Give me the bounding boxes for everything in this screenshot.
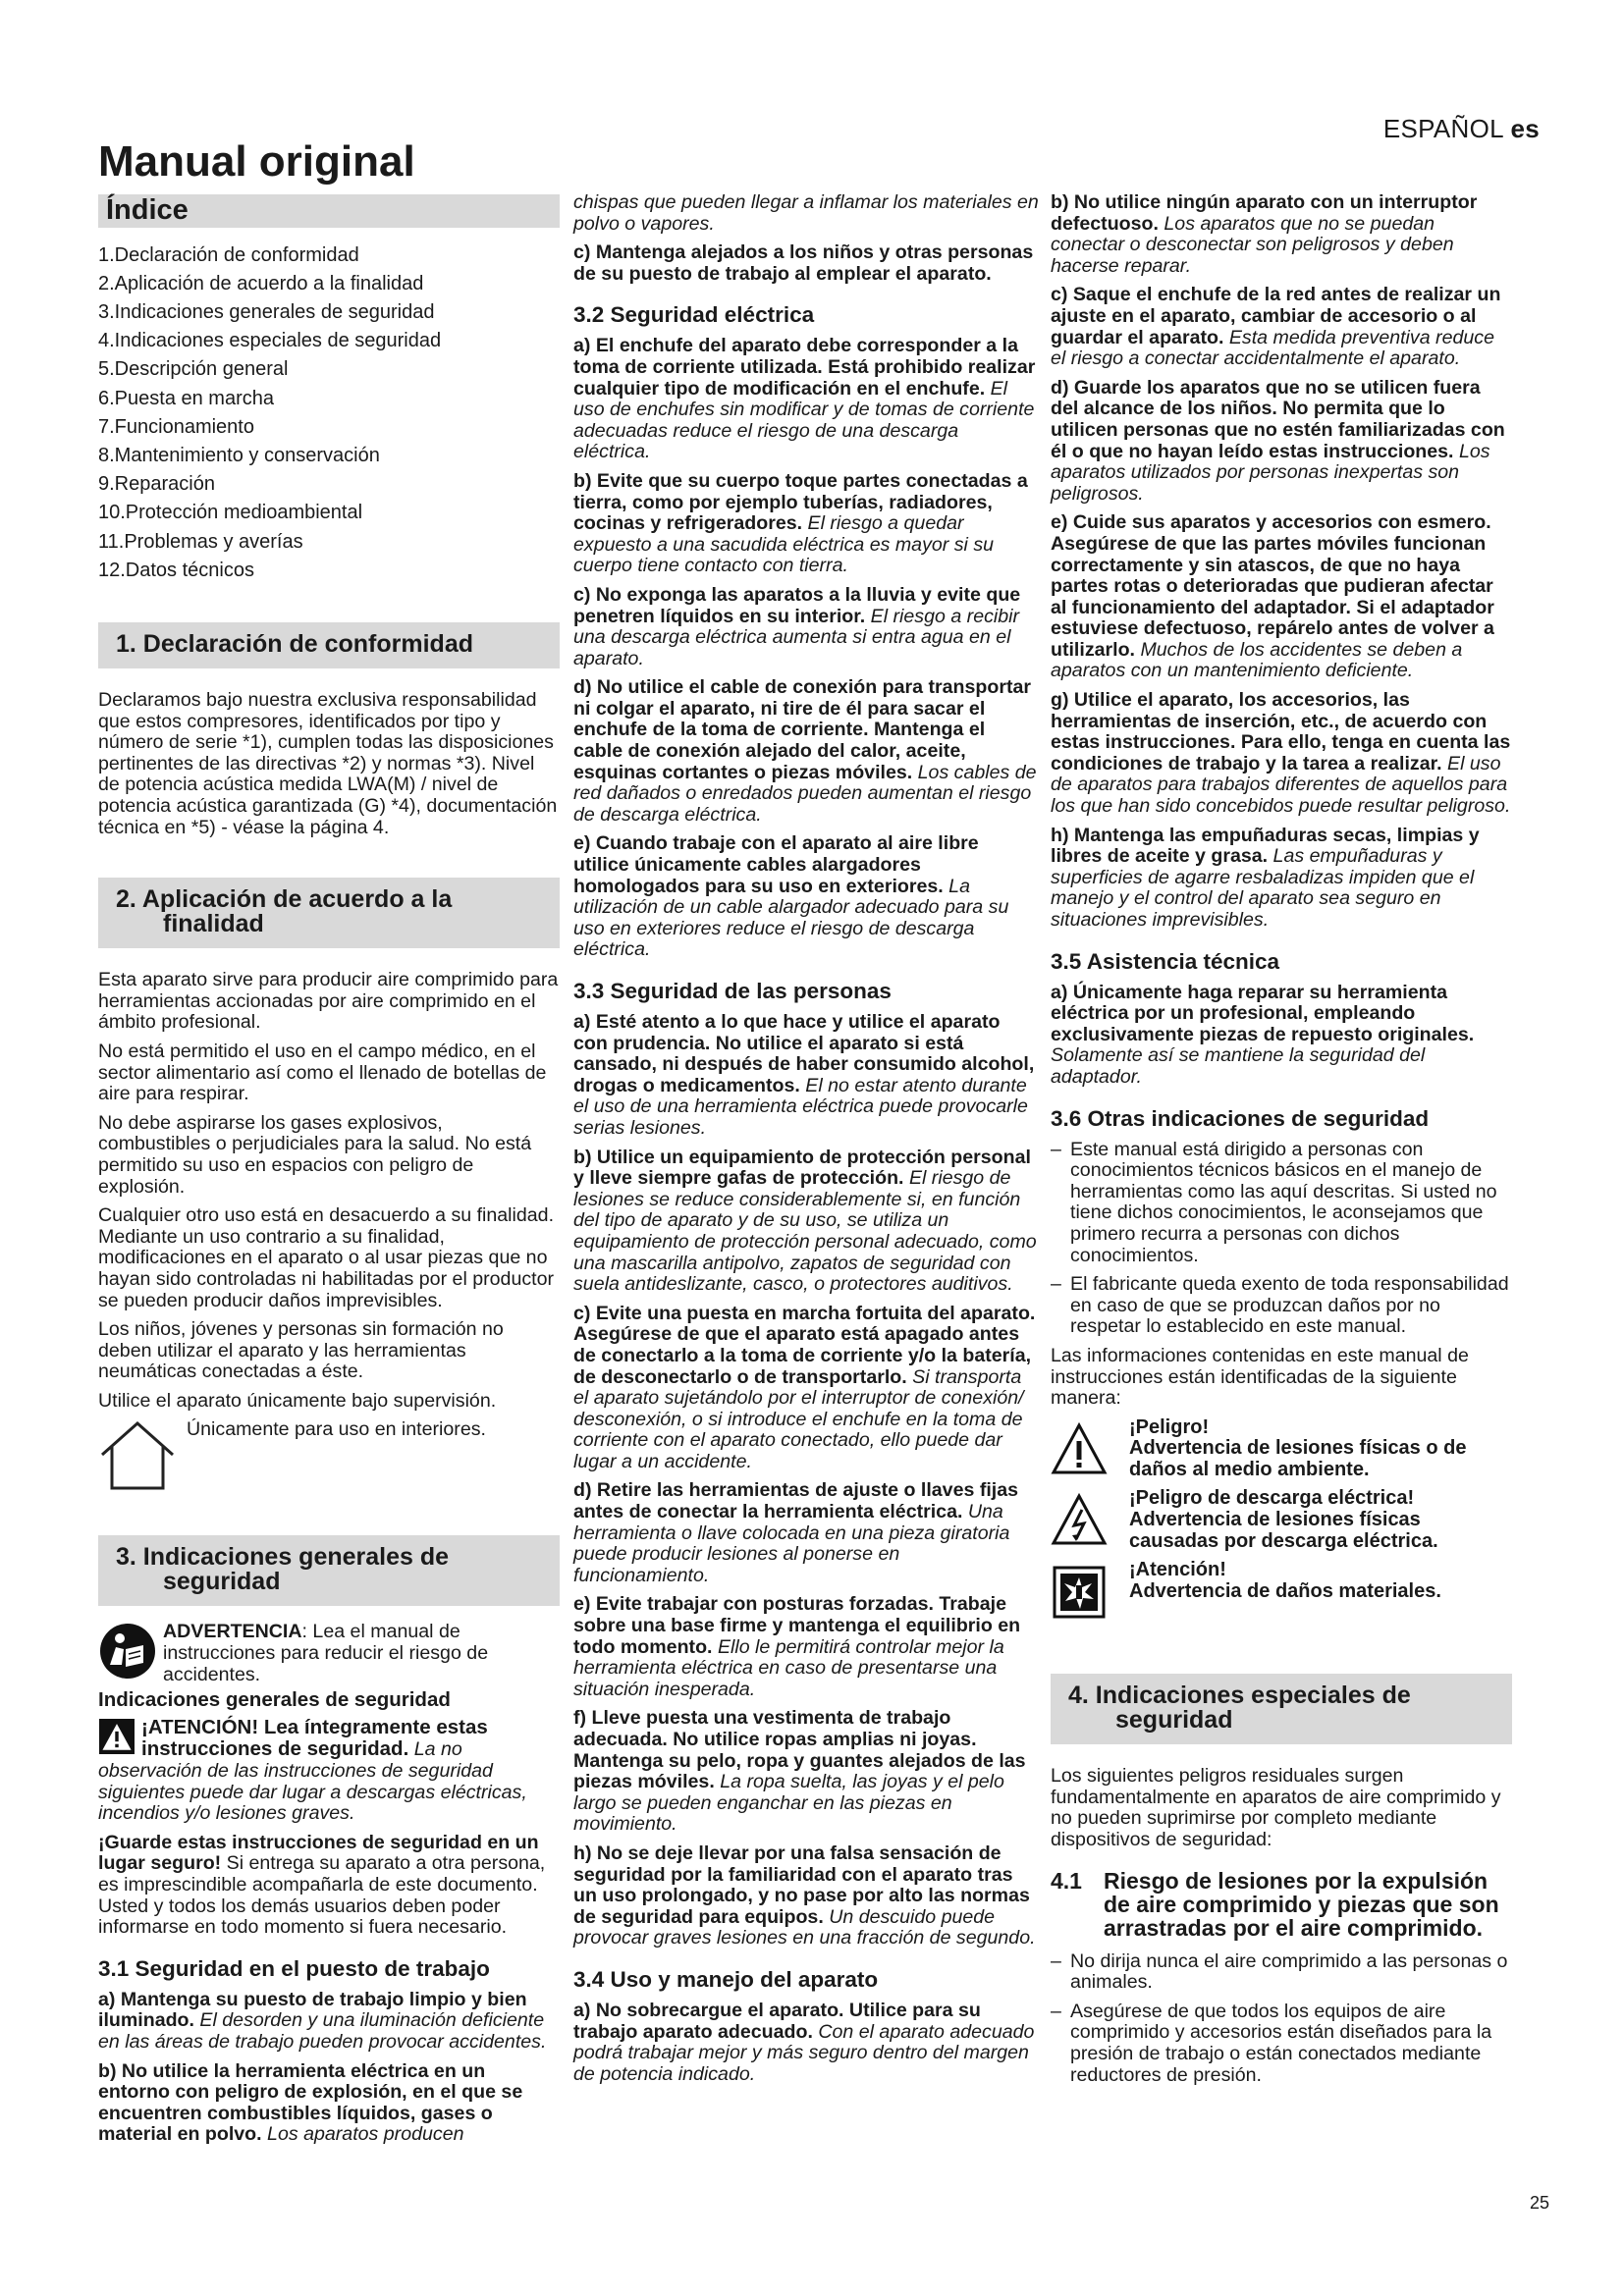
toc-item: 2.Aplicación de acuerdo a la finalidad bbox=[98, 272, 424, 294]
section-3-3-item-b: b) Utilice un equipamiento de protección personal y lleve siempre gafas de protección. El riesgo de lesiones se reduce considerablemente si, en función del tipo de aparato y de su uso, se utiliza un equipamiento de protección personal adecuado, como una mascarilla antipolvo, zapatos de seguridad con suela antideslizante, casco, o protectores auditivos. bbox=[573, 1146, 1037, 1296]
section-1-body: Declaramos bajo nuestra exclusiva responsabilidad que estos compresores, identificados por tipo y número de serie *1), cumplen todas las disposiciones pertinentes de las directivas *2) y normas *3). Nivel de potencia acústica medida LWA(M) / nivel de potencia acústica garantizada (G) *4), documentación técnica en *5) - véase la página 4. bbox=[98, 689, 558, 838]
toc-item: 8.Mantenimiento y conservación bbox=[98, 445, 380, 467]
section-3-3-item-a: a) Esté atento a lo que hace y utilice el aparato con prudencia. No utilice el aparato si está cansado, ni después de haber consumido alcohol, drogas o medicamentos. El no estar atento durante el uso de una herramienta eléctrica puede provocarle serias lesiones. bbox=[573, 1011, 1035, 1139]
electric-symbol-row bbox=[1051, 1488, 1512, 1552]
section-3-5-heading: 3.5 Asistencia técnica bbox=[1051, 948, 1280, 974]
section-3-2-item-d: d) No utilice el cable de conexión para transportar ni colgar el aparato, ni tire de él para sacar el enchufe de la toma de corriente. Mantenga el cable de conexión alejado del calor, aceite, esquinas cortantes o piezas móviles. Los cables de red dañados o enredados pueden aumentan el riesgo de descarga eléctrica. bbox=[573, 676, 1037, 826]
section-3-3-item-h: h) No se deje llevar por una falsa sensación de seguridad por la familiaridad con el aparato tras un uso prolongado, y no pase por alto las normas de seguridad para equipos. Un descuido puede provocar graves lesiones en una fracción de segundo. bbox=[573, 1842, 1036, 1949]
section-4-heading: 4. Indicaciones especiales de seguridad bbox=[1051, 1674, 1512, 1744]
section-2-paragraph: Cualquier otro uso está en desacuerdo a su finalidad. Mediante un uso contrario a su finalidad, modificaciones en el aparato o al usar piezas que no hayan sido controladas ni habilitadas por el productor se pueden producir daños imprevisibles. bbox=[98, 1204, 555, 1311]
section-3-1-item-b: b) No utilice la herramienta eléctrica en un entorno con peligro de explosión, en el que se encuentren combustibles líquidos, gases o material en polvo. Los aparatos producen bbox=[98, 2059, 523, 2146]
section-2-paragraph: No debe aspirarse los gases explosivos, combustibles o perjudiciales para la salud. No está permitido su uso en espacios con peligro de explosión. bbox=[98, 1111, 532, 1198]
section-3-4-item-h: h) Mantenga las empuñaduras secas, limpias y libres de aceite y grasa. Las empuñaduras y superficies de agarre resbaladizas impiden que el manejo y el control del aparato sea seguro en situaciones imprevisibles. bbox=[1051, 824, 1480, 931]
section-2-paragraph: Esta aparato sirve para producir aire comprimido para herramientas accionadas por aire comprimido en el ámbito profesional. bbox=[98, 969, 559, 1034]
electric-text: Advertencia de lesiones físicas causadas por descarga eléctrica. bbox=[1129, 1509, 1438, 1552]
indoor-use-text: Únicamente para uso en interiores. bbox=[187, 1418, 486, 1441]
section-3-4-item-e: e) Cuide sus aparatos y accesorios con esmero. Asegúrese de que las partes móviles funcionan correctamente y sin atascos, de que no haya partes rotas o deterioradas que pudieran afectar al funcionamiento del adaptador. Si el adaptador estuviese defectuoso, repárelo antes de volver a utilizarlo. Muchos de los accidentes se deben a aparatos con un mantenimiento deficiente. bbox=[1051, 511, 1494, 682]
section-4-intro: Los siguientes peligros residuales surgen fundamentalmente en aparatos de aire comprimido y no pueden suprimirse por completo mediante dispositivos de seguridad: bbox=[1051, 1765, 1501, 1851]
section-3-2-item-b: b) Evite que su cuerpo toque partes conectadas a tierra, como por ejemplo tuberías, radiadores, cocinas y refrigeradores. El riesgo a quedar expuesto a una sacudida eléctrica es mayor si su cuerpo tiene contacto con tierra. bbox=[573, 469, 1028, 577]
section-3-4-item-c: c) Saque el enchufe de la red antes de realizar un ajuste en el aparato, cambiar de accesorio o al guardar el aparato. Esta medida preventiva reduce el riesgo a conectar accidentalmente el aparato. bbox=[1051, 284, 1501, 370]
section-3-2-heading: 3.2 Seguridad eléctrica bbox=[573, 302, 815, 328]
read-manual-icon bbox=[98, 1622, 157, 1681]
warning-triangle-icon bbox=[98, 1719, 135, 1754]
page-title: Manual original bbox=[98, 137, 415, 186]
danger-triangle-icon bbox=[1051, 1421, 1108, 1478]
section-3-3-item-d: d) Retire las herramientas de ajuste o llaves fijas antes de conectar la herramienta eléctrica. Una herramienta o llave colocada en una pieza giratoria puede producir lesiones al ponerse en funcionamiento. bbox=[573, 1479, 1019, 1586]
section-2-paragraph: No está permitido el uso en el campo médico, en el sector alimentario así como el llenado de botellas de aire para respirar. bbox=[98, 1040, 547, 1105]
section-2-heading: 2. Aplicación de acuerdo a la finalidad bbox=[98, 878, 560, 948]
house-icon bbox=[98, 1419, 177, 1492]
danger-text: Advertencia de lesiones físicas o de daños al medio ambiente. bbox=[1129, 1437, 1467, 1480]
toc-item: 11.Problemas y averías bbox=[98, 530, 303, 553]
section-3-4-item-b: b) No utilice ningún aparato con un interruptor defectuoso. Los aparatos que no se puedan conectar o desconectar son peligrosos y deben hacerse reparar. bbox=[1051, 191, 1478, 277]
danger-title: ¡Peligro! bbox=[1129, 1415, 1210, 1438]
general-safety-subheading: Indicaciones generales de seguridad bbox=[98, 1688, 451, 1712]
electric-shock-icon bbox=[1051, 1492, 1108, 1549]
section-2-paragraph: Utilice el aparato únicamente bajo supervisión. bbox=[98, 1389, 497, 1412]
indoor-use-row bbox=[98, 1419, 560, 1492]
section-3-3-item-c: c) Evite una puesta en marcha fortuita del aparato. Asegúrese de que el aparato está apagado antes de conectarlo a la toma de corriente y/o la batería, de desconectarlo o de transportarlo. Si transporta el aparato sujetándolo por el interruptor de conexión/ desconexión, o si introduce el enchufe en la toma de corriente con el aparato conectado, ello puede dar lugar a un accidente. bbox=[573, 1302, 1036, 1472]
read-manual-warning bbox=[98, 1622, 560, 1685]
section-3-2-item-e: e) Cuando trabaje con el aparato al aire libre utilice únicamente cables alargadores homologados para su uso en exteriores. La utilización de un cable alargador adecuado para su uso en exteriores reduce el riesgo de descarga eléctrica. bbox=[573, 832, 1009, 961]
section-3-3-item-e: e) Evite trabajar con posturas forzadas. Trabaje sobre una base firme y mantenga el equilibrio en todo momento. Ello le permitirá controlar mejor la herramienta eléctrica en caso de presentarse una situación inesperada. bbox=[573, 1593, 1021, 1700]
warning-text: : Lea el manual de instrucciones para reducir el riesgo de accidentes. bbox=[163, 1621, 489, 1685]
section-3-1-item-a: a) Mantenga su puesto de trabajo limpio y bien iluminado. El desorden y una iluminación deficiente en las áreas de trabajo pueden provocar accidentes. bbox=[98, 1988, 547, 2053]
list-item: – El fabricante queda exento de toda responsabilidad en caso de que se produzcan daños por no respetar lo establecido en este manual. bbox=[1051, 1274, 1512, 1338]
section-3-4-item-g: g) Utilice el aparato, los accesorios, las herramientas de inserción, etc., de acuerdo con estas instrucciones. Para ello, tenga en cuenta las condiciones de trabajo y la tarea a realizar. El uso de aparatos para trabajos diferentes de aquellos para los que han sido concebidos puede resultar peligroso. bbox=[1051, 689, 1511, 818]
section-3-3-item-f: f) Lleve puesta una vestimenta de trabajo adecuada. No utilice ropas amplias ni joyas. Mantenga su pelo, ropa y guantes alejados de las piezas móviles. La ropa suelta, las joyas y el pelo largo se pueden enganchar en las piezas en movimiento. bbox=[573, 1707, 1026, 1836]
section-2-paragraph: Los niños, jóvenes y personas sin formación no deben utilizar el aparato y las herramientas neumáticas conectadas a éste. bbox=[98, 1318, 504, 1383]
section-3-heading: 3. Indicaciones generales de seguridad bbox=[98, 1535, 560, 1606]
list-item: – No dirija nunca el aire comprimido a las personas o animales. bbox=[1051, 1951, 1512, 1994]
section-1-heading: 1. Declaración de conformidad bbox=[98, 622, 560, 668]
list-item: – Asegúrese de que todos los equipos de aire comprimido y accesorios están diseñados para la presión de trabajo o están conectados mediante reductores de presión. bbox=[1051, 2002, 1512, 2086]
danger-symbol-row bbox=[1051, 1417, 1512, 1481]
toc-item: 5.Descripción general bbox=[98, 358, 289, 381]
electric-title: ¡Peligro de descarga eléctrica! bbox=[1129, 1487, 1415, 1510]
section-3-1-item-b-continued: chispas que pueden llegar a inflamar los materiales en polvo o vapores. bbox=[573, 191, 1039, 235]
toc-item: 4.Indicaciones especiales de seguridad bbox=[98, 330, 442, 352]
section-3-5-item-a: a) Únicamente haga reparar su herramienta eléctrica por un profesional, empleando exclusivamente piezas de repuesto originales. Solamente así se mantiene la seguridad del adaptador. bbox=[1051, 981, 1475, 1088]
section-3-3-heading: 3.3 Seguridad de las personas bbox=[573, 979, 892, 1003]
caution-text: Advertencia de daños materiales. bbox=[1129, 1579, 1441, 1602]
section-3-4-item-a: a) No sobrecargue el aparato. Utilice para su trabajo aparato adecuado. Con el aparato adecuado podrá trabajar mejor y más seguro dentro del margen de potencia indicado. bbox=[573, 1999, 1035, 2085]
section-3-6-heading: 3.6 Otras indicaciones de seguridad bbox=[1051, 1105, 1430, 1131]
attention-paragraph: ¡ATENCIÓN! Lea íntegramente estas instrucciones de seguridad. La no observación de las instrucciones de seguridad siguientes puede dar lugar a descargas eléctricas, incendios y/o lesiones graves. bbox=[98, 1715, 527, 1825]
symbols-intro: Las informaciones contenidas en este manual de instrucciones están identificadas de la siguiente manera: bbox=[1051, 1344, 1469, 1410]
section-3-2-item-c: c) No exponga las aparatos a la lluvia y evite que penetren líquidos en su interior. El riesgo a recibir una descarga eléctrica aumenta si entra agua en el aparato. bbox=[573, 583, 1021, 669]
table-of-contents bbox=[98, 241, 560, 585]
section-3-1-heading: 3.1 Seguridad en el puesto de trabajo bbox=[98, 1955, 490, 1981]
toc-item: 9.Reparación bbox=[98, 473, 215, 496]
column-1 bbox=[98, 192, 560, 2154]
toc-item: 12.Datos técnicos bbox=[98, 559, 254, 581]
list-item: – Este manual está dirigido a personas con conocimientos técnicos básicos en el manejo de herramientas como las aquí descritas. Si usted no tiene dichos conocimientos, le aconsejamos que primero recurra a personas con dichos conocimientos. bbox=[1051, 1140, 1512, 1267]
column-2 bbox=[573, 192, 1039, 2093]
keep-instructions-paragraph: ¡Guarde estas instrucciones de seguridad en un lugar seguro! Si entrega su aparato a otra persona, es imprescindible acompañarla de este documento. Usted y todos los demás usuarios deben poder informarse en todo momento si fuera necesario. bbox=[98, 1831, 546, 1939]
toc-item: 6.Puesta en marcha bbox=[98, 387, 274, 409]
section-3-1-item-c: c) Mantenga alejados a los niños y otras personas de su puesto de trabajo al emplear el aparato. bbox=[573, 241, 1034, 285]
section-4-1-heading: 4.1 Riesgo de lesiones por la expulsión de aire comprimido y piezas que son arrastradas por el aire comprimido. bbox=[1051, 1867, 1499, 1941]
caution-symbol-row bbox=[1051, 1560, 1512, 1621]
toc-item: 1.Declaración de conformidad bbox=[98, 243, 359, 266]
section-3-2-item-a: a) El enchufe del aparato debe corresponder a la toma de corriente utilizada. Está prohibido realizar cualquier tipo de modificación en el enchufe. El uso de enchufes sin modificar y de tomas de corriente adecuadas reduce el riesgo de una descarga eléctrica. bbox=[573, 335, 1036, 463]
section-3-4-heading: 3.4 Uso y manejo del aparato bbox=[573, 1966, 879, 1992]
language-header: ESPAÑOL es bbox=[1382, 114, 1540, 143]
toc-item: 3.Indicaciones generales de seguridad bbox=[98, 301, 435, 323]
section-3-6-list bbox=[1051, 1140, 1512, 1338]
section-4-1-list bbox=[1051, 1951, 1512, 2087]
page-number: 25 bbox=[1529, 2193, 1549, 2213]
material-damage-icon bbox=[1051, 1564, 1108, 1621]
warning-label: ADVERTENCIA bbox=[163, 1621, 302, 1643]
toc-item: 7.Funcionamiento bbox=[98, 415, 254, 438]
index-heading: Índice bbox=[106, 194, 189, 226]
toc-item: 10.Protección medioambiental bbox=[98, 502, 363, 524]
index-heading-box bbox=[98, 194, 560, 228]
column-3 bbox=[1051, 192, 1512, 2094]
caution-title: ¡Atención! bbox=[1129, 1559, 1226, 1581]
section-3-4-item-d: d) Guarde los aparatos que no se utilicen fuera del alcance de los niños. No permita que lo utilicen personas que no estén familiarizadas con él o que no hayan leído estas instrucciones. Los aparatos utilizados por personas inexpertas son peligrosos. bbox=[1051, 376, 1505, 505]
